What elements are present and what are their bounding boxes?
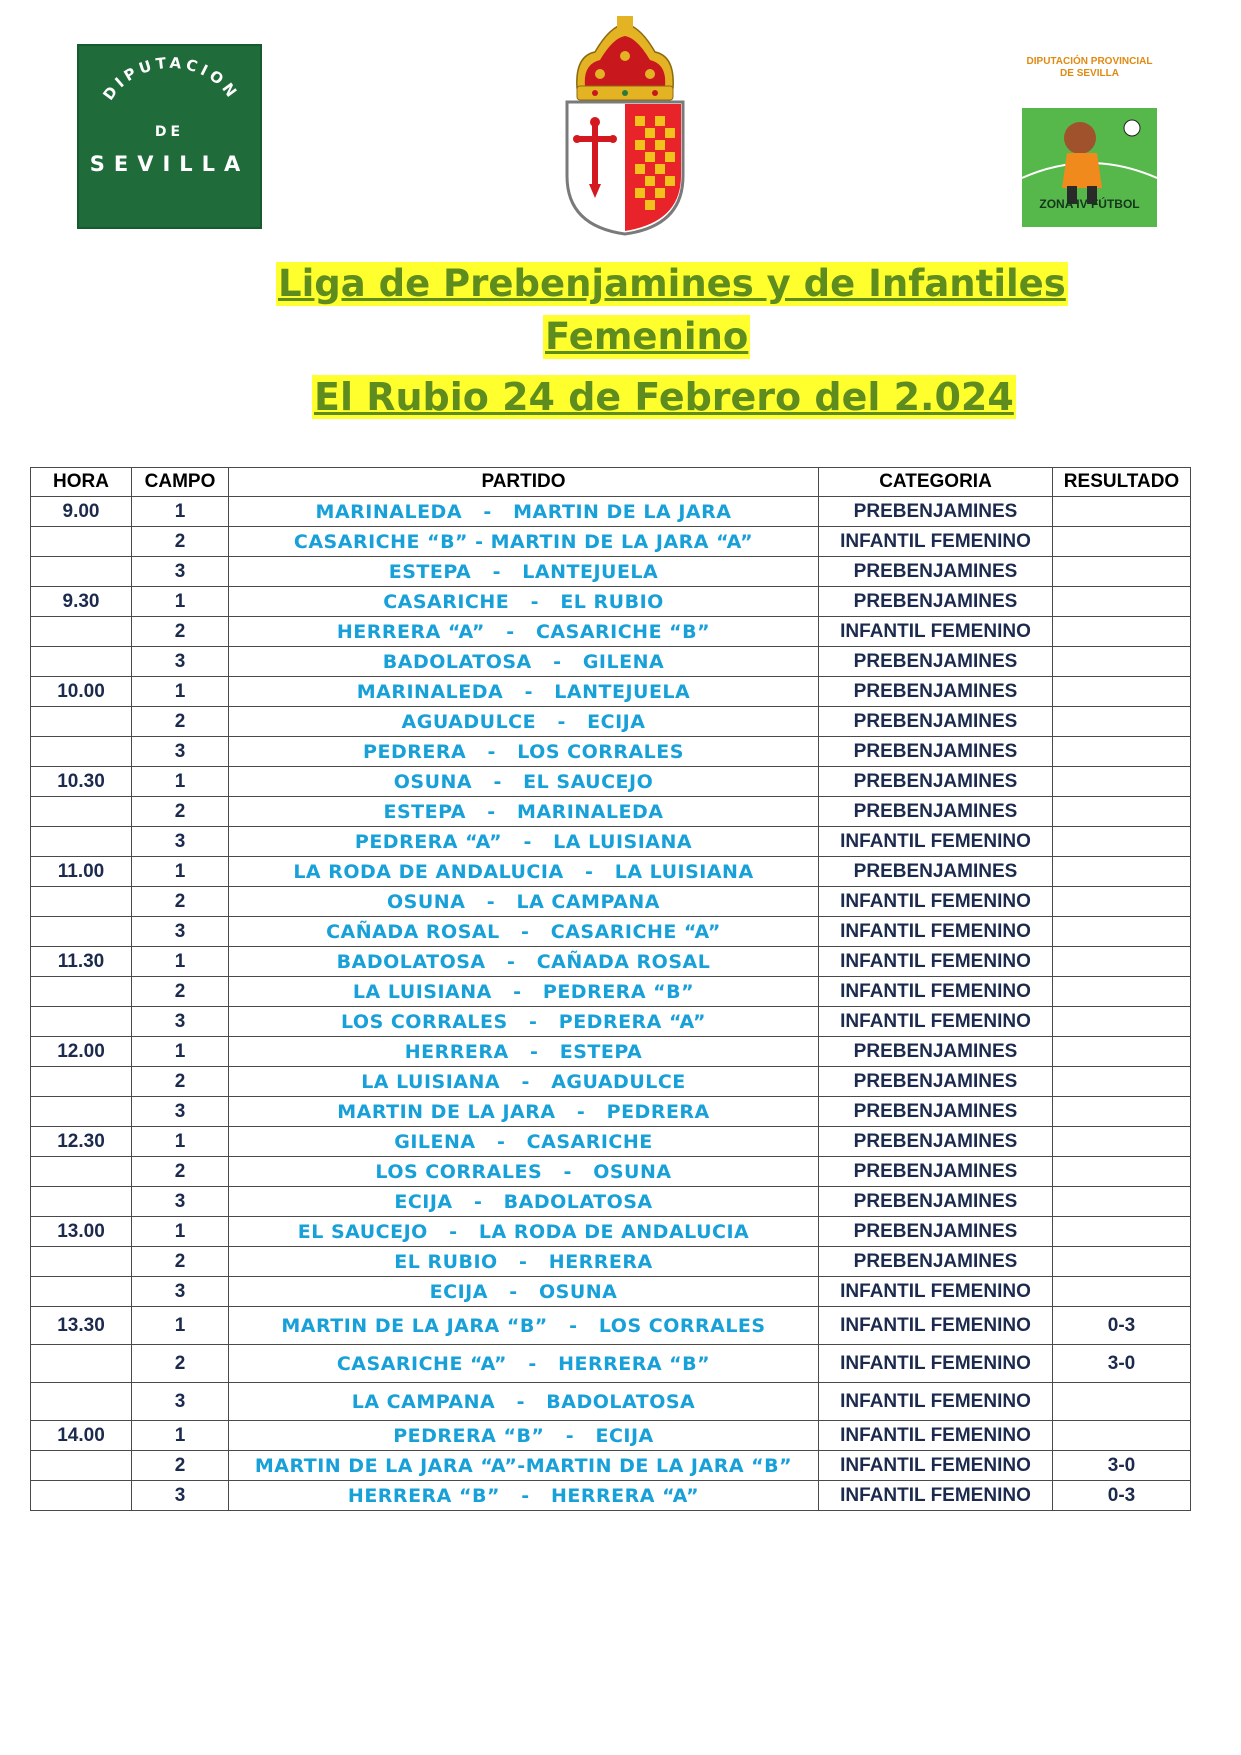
cell-campo: 1 <box>132 857 229 887</box>
cell-resultado <box>1053 797 1191 827</box>
cell-campo: 3 <box>132 1383 229 1421</box>
cell-categoria: INFANTIL FEMENINO <box>819 1481 1053 1511</box>
cell-campo: 2 <box>132 1067 229 1097</box>
cell-hora: 13.00 <box>31 1217 132 1247</box>
cell-campo: 1 <box>132 1127 229 1157</box>
cell-campo: 2 <box>132 617 229 647</box>
cell-resultado <box>1053 677 1191 707</box>
cell-resultado <box>1053 1247 1191 1277</box>
cell-resultado <box>1053 827 1191 857</box>
cell-resultado <box>1053 887 1191 917</box>
table-row <box>31 917 1191 947</box>
cell-hora: 11.30 <box>31 947 132 977</box>
table-row <box>31 1217 1191 1247</box>
table-row <box>31 707 1191 737</box>
cell-hora: 10.00 <box>31 677 132 707</box>
cell-partido: PEDRERA - LOS CORRALES <box>229 737 819 767</box>
title-line-1: Liga de Prebenjamines y de Infantiles <box>278 262 1066 305</box>
cell-campo: 3 <box>132 1187 229 1217</box>
table-row <box>31 947 1191 977</box>
table-row <box>31 527 1191 557</box>
cell-categoria: INFANTIL FEMENINO <box>819 1421 1053 1451</box>
cell-resultado <box>1053 917 1191 947</box>
cell-categoria: INFANTIL FEMENINO <box>819 1345 1053 1383</box>
title-line-2: Femenino <box>545 315 749 358</box>
cell-hora <box>31 617 132 647</box>
cell-partido: MARINALEDA - MARTIN DE LA JARA <box>229 497 819 527</box>
cell-categoria: INFANTIL FEMENINO <box>819 1277 1053 1307</box>
cell-partido: ECIJA - BADOLATOSA <box>229 1187 819 1217</box>
cell-resultado <box>1053 647 1191 677</box>
cell-partido: EL RUBIO - HERRERA <box>229 1247 819 1277</box>
table-row <box>31 1247 1191 1277</box>
cell-resultado <box>1053 1127 1191 1157</box>
cell-campo: 1 <box>132 947 229 977</box>
cell-campo: 1 <box>132 497 229 527</box>
cell-hora: 12.00 <box>31 1037 132 1067</box>
table-row <box>31 887 1191 917</box>
cell-resultado <box>1053 1421 1191 1451</box>
cell-partido: MARTIN DE LA JARA “B” - LOS CORRALES <box>229 1307 819 1345</box>
cell-categoria: INFANTIL FEMENINO <box>819 887 1053 917</box>
table-row <box>31 1383 1191 1421</box>
cell-categoria: PREBENJAMINES <box>819 1097 1053 1127</box>
cell-categoria: INFANTIL FEMENINO <box>819 1307 1053 1345</box>
cell-hora: 9.00 <box>31 497 132 527</box>
cell-categoria: PREBENJAMINES <box>819 557 1053 587</box>
cell-categoria: INFANTIL FEMENINO <box>819 527 1053 557</box>
header-hora: HORA <box>31 468 132 497</box>
cell-hora <box>31 887 132 917</box>
cell-campo: 3 <box>132 557 229 587</box>
cell-resultado: 0-3 <box>1053 1481 1191 1511</box>
table-row <box>31 797 1191 827</box>
header-campo: CAMPO <box>132 468 229 497</box>
cell-hora <box>31 1383 132 1421</box>
cell-hora <box>31 1481 132 1511</box>
cell-partido: LA RODA DE ANDALUCIA - LA LUISIANA <box>229 857 819 887</box>
table-row <box>31 1067 1191 1097</box>
cell-resultado <box>1053 527 1191 557</box>
cell-partido: GILENA - CASARICHE <box>229 1127 819 1157</box>
cell-resultado: 3-0 <box>1053 1345 1191 1383</box>
cell-partido: ESTEPA - MARINALEDA <box>229 797 819 827</box>
cell-resultado <box>1053 1383 1191 1421</box>
cell-partido: LA CAMPANA - BADOLATOSA <box>229 1383 819 1421</box>
cell-categoria: PREBENJAMINES <box>819 767 1053 797</box>
cell-resultado <box>1053 617 1191 647</box>
cell-partido: CASARICHE “B” - MARTIN DE LA JARA “A” <box>229 527 819 557</box>
cell-hora <box>31 1187 132 1217</box>
diputacion-sevilla-logo <box>77 44 262 229</box>
svg-text:DIPUTACION: DIPUTACION <box>99 53 243 104</box>
cell-resultado <box>1053 1277 1191 1307</box>
cell-campo: 3 <box>132 1277 229 1307</box>
table-row <box>31 647 1191 677</box>
cell-campo: 2 <box>132 887 229 917</box>
cell-campo: 1 <box>132 767 229 797</box>
cell-partido: PEDRERA “A” - LA LUISIANA <box>229 827 819 857</box>
cell-campo: 3 <box>132 1481 229 1511</box>
cell-categoria: PREBENJAMINES <box>819 647 1053 677</box>
table-row <box>31 737 1191 767</box>
cell-categoria: PREBENJAMINES <box>819 497 1053 527</box>
table-row <box>31 617 1191 647</box>
cell-partido: LA LUISIANA - AGUADULCE <box>229 1067 819 1097</box>
cell-hora: 11.00 <box>31 857 132 887</box>
table-row <box>31 857 1191 887</box>
cell-resultado <box>1053 1067 1191 1097</box>
cell-resultado <box>1053 767 1191 797</box>
cell-categoria: PREBENJAMINES <box>819 1187 1053 1217</box>
diputacion-de-text: DE <box>154 124 185 140</box>
cell-campo: 2 <box>132 707 229 737</box>
cell-campo: 1 <box>132 677 229 707</box>
cell-hora: 13.30 <box>31 1307 132 1345</box>
cell-campo: 1 <box>132 1307 229 1345</box>
cell-resultado <box>1053 1157 1191 1187</box>
zona-logo-top-text: DIPUTACIÓN PROVINCIAL DE SEVILLA <box>1026 56 1153 79</box>
cell-partido: LOS CORRALES - OSUNA <box>229 1157 819 1187</box>
cell-resultado: 3-0 <box>1053 1451 1191 1481</box>
cell-resultado <box>1053 497 1191 527</box>
diputacion-sevilla-text: SEVILLA <box>89 152 250 176</box>
cell-campo: 2 <box>132 1345 229 1383</box>
cell-hora <box>31 1247 132 1277</box>
cell-hora: 14.00 <box>31 1421 132 1451</box>
table-row <box>31 977 1191 1007</box>
cell-resultado <box>1053 977 1191 1007</box>
cell-hora: 10.30 <box>31 767 132 797</box>
cell-hora <box>31 977 132 1007</box>
table-row <box>31 1157 1191 1187</box>
cell-categoria: INFANTIL FEMENINO <box>819 947 1053 977</box>
cell-partido: HERRERA “A” - CASARICHE “B” <box>229 617 819 647</box>
table-row <box>31 1007 1191 1037</box>
cell-categoria: PREBENJAMINES <box>819 1037 1053 1067</box>
cell-categoria: INFANTIL FEMENINO <box>819 1007 1053 1037</box>
cell-hora <box>31 827 132 857</box>
cell-campo: 2 <box>132 977 229 1007</box>
cell-categoria: PREBENJAMINES <box>819 707 1053 737</box>
cell-resultado: 0-3 <box>1053 1307 1191 1345</box>
header-resultado: RESULTADO <box>1053 468 1191 497</box>
cell-hora <box>31 647 132 677</box>
table-row <box>31 1037 1191 1067</box>
cell-partido: LA LUISIANA - PEDRERA “B” <box>229 977 819 1007</box>
cell-partido: HERRERA - ESTEPA <box>229 1037 819 1067</box>
table-row <box>31 557 1191 587</box>
cell-categoria: PREBENJAMINES <box>819 587 1053 617</box>
table-row <box>31 1307 1191 1345</box>
table-row <box>31 1127 1191 1157</box>
cell-partido: EL SAUCEJO - LA RODA DE ANDALUCIA <box>229 1217 819 1247</box>
cell-partido: LOS CORRALES - PEDRERA “A” <box>229 1007 819 1037</box>
zona-iv-futbol-logo <box>1022 52 1157 227</box>
cell-hora <box>31 527 132 557</box>
cell-campo: 3 <box>132 647 229 677</box>
table-row <box>31 497 1191 527</box>
cell-hora <box>31 1007 132 1037</box>
cell-resultado <box>1053 1007 1191 1037</box>
cell-resultado <box>1053 947 1191 977</box>
cell-categoria: PREBENJAMINES <box>819 1247 1053 1277</box>
cell-campo: 2 <box>132 1157 229 1187</box>
cell-campo: 1 <box>132 1037 229 1067</box>
cell-partido: PEDRERA “B” - ECIJA <box>229 1421 819 1451</box>
cell-partido: HERRERA “B” - HERRERA “A” <box>229 1481 819 1511</box>
cell-categoria: PREBENJAMINES <box>819 1127 1053 1157</box>
cell-partido: BADOLATOSA - CAÑADA ROSAL <box>229 947 819 977</box>
cell-hora <box>31 797 132 827</box>
cell-resultado <box>1053 1187 1191 1217</box>
cell-partido: CASARICHE - EL RUBIO <box>229 587 819 617</box>
table-body <box>31 497 1191 1511</box>
cell-categoria: PREBENJAMINES <box>819 857 1053 887</box>
cell-hora: 12.30 <box>31 1127 132 1157</box>
table-row <box>31 1451 1191 1481</box>
cell-partido: ECIJA - OSUNA <box>229 1277 819 1307</box>
cell-resultado <box>1053 707 1191 737</box>
cell-campo: 2 <box>132 527 229 557</box>
title-line-3: El Rubio 24 de Febrero del 2.024 <box>314 375 1014 419</box>
cell-hora <box>31 557 132 587</box>
cell-resultado <box>1053 857 1191 887</box>
header-categoria: CATEGORIA <box>819 468 1053 497</box>
cell-categoria: PREBENJAMINES <box>819 737 1053 767</box>
cell-resultado <box>1053 1037 1191 1067</box>
cell-campo: 2 <box>132 1451 229 1481</box>
table-row <box>31 587 1191 617</box>
cell-categoria: PREBENJAMINES <box>819 1217 1053 1247</box>
schedule-table <box>30 467 1191 1511</box>
cell-categoria: PREBENJAMINES <box>819 797 1053 827</box>
table-row <box>31 1345 1191 1383</box>
cell-hora <box>31 1067 132 1097</box>
cell-hora <box>31 1451 132 1481</box>
cell-campo: 3 <box>132 737 229 767</box>
cell-campo: 3 <box>132 1097 229 1127</box>
cell-partido: CAÑADA ROSAL - CASARICHE “A” <box>229 917 819 947</box>
cell-resultado <box>1053 587 1191 617</box>
cell-hora <box>31 737 132 767</box>
cell-campo: 3 <box>132 1007 229 1037</box>
table-row <box>31 677 1191 707</box>
cell-campo: 3 <box>132 917 229 947</box>
cell-categoria: PREBENJAMINES <box>819 677 1053 707</box>
table-header-row <box>31 468 1191 497</box>
cell-partido: OSUNA - EL SAUCEJO <box>229 767 819 797</box>
table-row <box>31 827 1191 857</box>
cell-categoria: PREBENJAMINES <box>819 1157 1053 1187</box>
cell-categoria: PREBENJAMINES <box>819 1067 1053 1097</box>
cell-hora <box>31 1097 132 1127</box>
cell-hora <box>31 1277 132 1307</box>
cell-partido: CASARICHE “A” - HERRERA “B” <box>229 1345 819 1383</box>
cell-partido: MARTIN DE LA JARA - PEDRERA <box>229 1097 819 1127</box>
cell-campo: 3 <box>132 827 229 857</box>
cell-campo: 2 <box>132 1247 229 1277</box>
table-row <box>31 1097 1191 1127</box>
cell-campo: 1 <box>132 587 229 617</box>
cell-partido: ESTEPA - LANTEJUELA <box>229 557 819 587</box>
table-row <box>31 1481 1191 1511</box>
cell-hora: 9.30 <box>31 587 132 617</box>
cell-campo: 1 <box>132 1421 229 1451</box>
cell-resultado <box>1053 1217 1191 1247</box>
header-partido: PARTIDO <box>229 468 819 497</box>
cell-categoria: INFANTIL FEMENINO <box>819 977 1053 1007</box>
cell-partido: AGUADULCE - ECIJA <box>229 707 819 737</box>
cell-hora <box>31 1157 132 1187</box>
table-row <box>31 1421 1191 1451</box>
cell-campo: 1 <box>132 1217 229 1247</box>
cell-hora <box>31 917 132 947</box>
zona-logo-bottom-text: ZONA IV FÚTBOL <box>1039 197 1140 211</box>
cell-partido: BADOLATOSA - GILENA <box>229 647 819 677</box>
cell-hora <box>31 707 132 737</box>
cell-hora <box>31 1345 132 1383</box>
table-row <box>31 1187 1191 1217</box>
cell-categoria: INFANTIL FEMENINO <box>819 1383 1053 1421</box>
cell-categoria: INFANTIL FEMENINO <box>819 1451 1053 1481</box>
cell-partido: MARINALEDA - LANTEJUELA <box>229 677 819 707</box>
cell-categoria: INFANTIL FEMENINO <box>819 617 1053 647</box>
cell-partido: OSUNA - LA CAMPANA <box>229 887 819 917</box>
table-row <box>31 767 1191 797</box>
table-row <box>31 1277 1191 1307</box>
cell-partido: MARTIN DE LA JARA “A”-MARTIN DE LA JARA “B” <box>229 1451 819 1481</box>
cell-categoria: INFANTIL FEMENINO <box>819 827 1053 857</box>
cell-campo: 2 <box>132 797 229 827</box>
cell-resultado <box>1053 737 1191 767</box>
cell-resultado <box>1053 557 1191 587</box>
cell-categoria: INFANTIL FEMENINO <box>819 917 1053 947</box>
cell-resultado <box>1053 1097 1191 1127</box>
crest-icon <box>555 16 695 236</box>
